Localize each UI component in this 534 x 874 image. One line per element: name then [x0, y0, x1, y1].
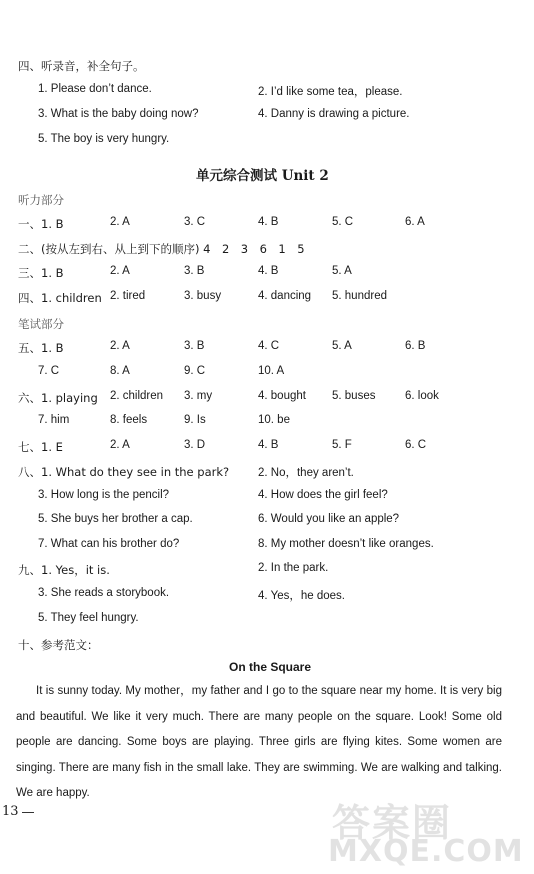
- answer-item: 一、1. B: [18, 217, 64, 231]
- answer-item: 6. B: [405, 340, 426, 352]
- answer-item: 7. him: [38, 414, 70, 426]
- answer-item: 6. look: [405, 390, 439, 402]
- answer-item: 4. Yes，he does.: [258, 590, 345, 602]
- answer-item: 七、1. E: [18, 440, 63, 454]
- essay-body: It is sunny today. My mother，my father and I go to the square near my home. It is very big and beautiful. We like it very much. There are many people on the square. Look! Some old people are dancing. Some boys are playing. Three girls are flying kites. Some women are singing. There are many fish in the small lake. They are swimming. We are walking and talking. We are happy.: [16, 685, 502, 799]
- answer-item: 10. be: [258, 414, 290, 426]
- answer-item: 4. dancing: [258, 290, 312, 302]
- page-number: 13: [2, 804, 19, 819]
- answer-item: 4. bought: [258, 390, 306, 402]
- answer-item: 1. Please don’t dance.: [38, 83, 152, 95]
- answer-item: 4. B: [258, 265, 279, 277]
- answer-item: 九、1. Yes，it is.: [18, 563, 110, 577]
- page-number-dash: [22, 812, 34, 813]
- answer-item: 7. C: [38, 365, 60, 377]
- watermark-logo-text: 答案圈: [332, 801, 453, 845]
- answer-item: 3. B: [184, 340, 205, 352]
- answer-item: 8. feels: [110, 414, 148, 426]
- essay-title: On the Square: [229, 660, 312, 674]
- answer-item: 2. children: [110, 390, 164, 402]
- answer-item: 4. B: [258, 439, 279, 451]
- answer-item: 5. The boy is very hungry.: [38, 133, 170, 145]
- answer-item: 5. hundred: [332, 290, 387, 302]
- answer-item: 二、(按从左到右、从上到下的顺序) 4 2 3 6 1 5: [18, 242, 305, 256]
- answer-item: 3. my: [184, 390, 213, 402]
- unit-title: 单元综合测试 Unit 2: [196, 168, 329, 184]
- answer-item: 5. A: [332, 265, 352, 277]
- section-heading-listen-complete: 四、听录音，补全句子。: [18, 59, 145, 73]
- answer-item: 4. C: [258, 340, 280, 352]
- answer-item: 6. A: [405, 216, 425, 228]
- answer-item: 6. Would you like an apple?: [258, 513, 400, 525]
- essay-heading: 十、参考范文：: [18, 638, 99, 652]
- answer-item: 5. buses: [332, 390, 376, 402]
- answer-item: 3. C: [184, 216, 206, 228]
- answer-item: 9. C: [184, 365, 206, 377]
- answer-item: 2. I’d like some tea，please.: [258, 86, 403, 98]
- answer-item: 8. My mother doesn’t like oranges.: [258, 538, 434, 550]
- answer-item: 2. No，they aren’t.: [258, 467, 354, 479]
- answer-item: 5. C: [332, 216, 354, 228]
- section-label-written: 笔试部分: [18, 317, 64, 331]
- watermark-logo-url: MXQE.COM: [328, 834, 524, 869]
- answer-item: 5. They feel hungry.: [38, 612, 139, 624]
- answer-item: 三、1. B: [18, 266, 64, 280]
- answer-item: 3. busy: [184, 290, 222, 302]
- answer-item: 2. tired: [110, 290, 146, 302]
- answer-item: 2. A: [110, 265, 130, 277]
- answer-item: 5. A: [332, 340, 352, 352]
- answer-item: 5. She buys her brother a cap.: [38, 513, 193, 525]
- answer-item: 3. How long is the pencil?: [38, 489, 170, 501]
- answer-item: 2. A: [110, 439, 130, 451]
- answer-item: 八、1. What do they see in the park?: [18, 465, 230, 479]
- answer-item: 6. C: [405, 439, 427, 451]
- answer-item: 3. What is the baby doing now?: [38, 108, 199, 120]
- answer-item: 3. B: [184, 265, 205, 277]
- answer-item: 7. What can his brother do?: [38, 538, 180, 550]
- answer-item: 8. A: [110, 365, 130, 377]
- section-label-listening: 听力部分: [18, 193, 64, 207]
- answer-item: 4. How does the girl feel?: [258, 489, 388, 501]
- answer-item: 10. A: [258, 365, 285, 377]
- answer-item: 四、1. children: [18, 291, 102, 305]
- answer-item: 2. In the park.: [258, 562, 329, 574]
- answer-item: 5. F: [332, 439, 352, 451]
- answer-item: 2. A: [110, 340, 130, 352]
- answer-item: 4. B: [258, 216, 279, 228]
- answer-item: 3. D: [184, 439, 206, 451]
- answer-item: 2. A: [110, 216, 130, 228]
- answer-item: 9. Is: [184, 414, 206, 426]
- answer-item: 六、1. playing: [18, 391, 98, 405]
- answer-item: 五、1. B: [18, 341, 64, 355]
- answer-item: 3. She reads a storybook.: [38, 587, 170, 599]
- answer-item: 4. Danny is drawing a picture.: [258, 108, 410, 120]
- watermark-logo: [326, 792, 532, 872]
